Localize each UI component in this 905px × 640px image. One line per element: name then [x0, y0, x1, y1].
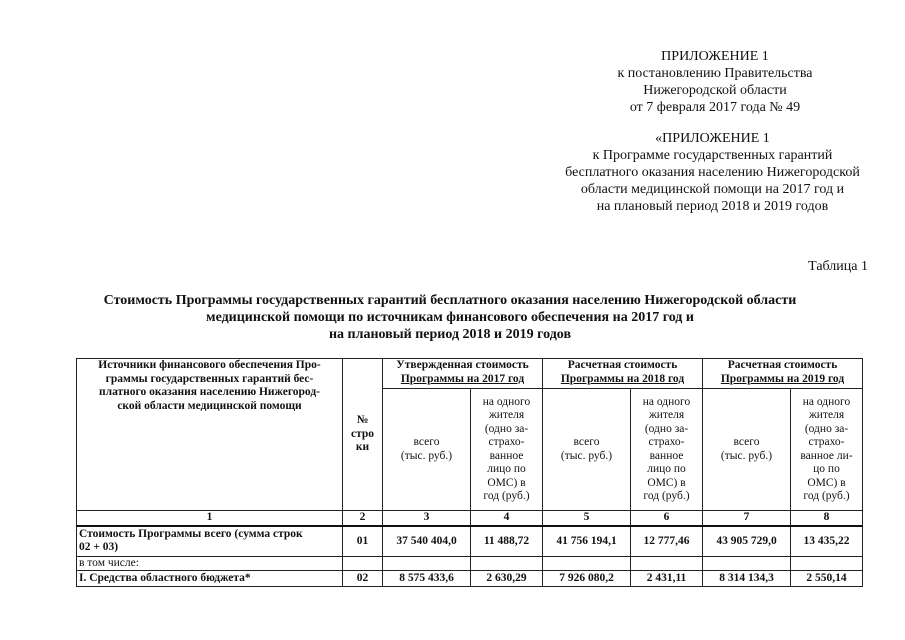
subheader-line: страхо- — [648, 436, 685, 448]
group-header-2017 — [383, 359, 543, 389]
subheader-line: (тыс. руб.) — [400, 449, 453, 462]
title-line: Стоимость Программы государственных гарантий бесплатного оказания населению Нижегородской области — [103, 293, 797, 308]
subheader-line: жителя — [648, 409, 685, 421]
column-number: 8 — [791, 511, 863, 527]
cell-2019-per-capita: 2 550,14 — [791, 571, 863, 587]
header-line: Программы на 2018 год — [560, 372, 685, 385]
header-line: Программы на 2017 год — [400, 372, 525, 385]
header-line: Расчетная стоимость — [727, 359, 838, 371]
subheader-line: страхо- — [808, 436, 845, 448]
cell-2018-per-capita: 12 777,46 — [631, 526, 703, 556]
subheader-line: на одного — [802, 395, 851, 408]
cell-2017-total: 37 540 404,0 — [383, 526, 471, 556]
column-number: 3 — [383, 511, 471, 527]
subheader-total-2018 — [543, 389, 631, 511]
column-number: 2 — [343, 511, 383, 527]
column-number: 7 — [703, 511, 791, 527]
subheader-line: ОМС) в — [647, 476, 686, 489]
table-row-regional-budget — [77, 571, 863, 587]
subheader-line: год (руб.) — [643, 490, 690, 502]
cell-2017-total: 8 575 433,6 — [383, 571, 471, 587]
subheader-line: цо по — [813, 463, 840, 475]
cell-2019-total: 8 314 134,3 — [703, 571, 791, 587]
subheader-line: на одного — [482, 395, 531, 408]
subheader-line: ванное — [489, 449, 524, 462]
column-number: 4 — [471, 511, 543, 527]
cell-2018-total: 7 926 080,2 — [543, 571, 631, 587]
subheader-total-2019 — [703, 389, 791, 511]
program-appendix-header — [540, 130, 885, 215]
column-number: 5 — [543, 511, 631, 527]
row-number-header — [343, 359, 383, 511]
subheader-line: лицо по — [647, 463, 686, 475]
header-line: № — [356, 414, 369, 427]
empty-cell — [543, 556, 631, 571]
cell-2018-per-capita: 2 431,11 — [631, 571, 703, 587]
column-number-row — [77, 511, 863, 527]
cost-table — [76, 358, 863, 587]
cell-2017-per-capita: 2 630,29 — [471, 571, 543, 587]
subheader-line: (одно за- — [804, 422, 849, 435]
subheader-line: всего — [733, 436, 760, 448]
empty-cell — [471, 556, 543, 571]
subheader-line: ОМС) в — [487, 476, 526, 489]
cell-2019-per-capita: 13 435,22 — [791, 526, 863, 556]
group-header-2019 — [703, 359, 863, 389]
program-appendix-line: на плановый период 2018 и 2019 годов — [596, 199, 829, 214]
subheader-line: жителя — [488, 409, 525, 421]
subheader-per-capita-2019 — [791, 389, 863, 511]
group-header-2018 — [543, 359, 703, 389]
program-appendix-line: области медицинской помощи на 2017 год и — [580, 182, 845, 197]
empty-cell — [343, 556, 383, 571]
header-line: граммы государственных гарантий бес- — [105, 372, 314, 385]
subheader-line: ванное ли- — [800, 449, 853, 462]
row-number: 02 — [343, 571, 383, 587]
subheader-per-capita-2018 — [631, 389, 703, 511]
appendix-line: от 7 февраля 2017 года № 49 — [629, 100, 801, 115]
subheader-per-capita-2017 — [471, 389, 543, 511]
subheader-line: страхо- — [488, 436, 525, 448]
row-name-total — [77, 526, 343, 556]
empty-cell — [631, 556, 703, 571]
document-title — [60, 292, 840, 343]
header-line: платного оказания населению Нижегород- — [99, 386, 320, 398]
row-name-line: 02 + 03) — [79, 541, 119, 554]
subheader-line: (тыс. руб.) — [720, 449, 773, 462]
subheader-line: (одно за- — [644, 422, 689, 435]
header-line: ской области медицинской помощи — [117, 399, 302, 412]
header-line: Утвержденная стоимость — [396, 359, 529, 371]
empty-cell — [791, 556, 863, 571]
column-number: 6 — [631, 511, 703, 527]
appendix-line: ПРИЛОЖЕНИЕ 1 — [661, 49, 769, 64]
header-line: Программы на 2019 год — [720, 372, 845, 385]
subheader-line: (одно за- — [484, 422, 529, 435]
subheader-line: на одного — [642, 395, 691, 408]
appendix-line: Нижегородской области — [643, 83, 787, 98]
subheader-line: всего — [573, 436, 600, 448]
title-line: медицинской помощи по источникам финансового обеспечения на 2017 год и — [206, 310, 694, 325]
table-label: Таблица 1 — [808, 259, 868, 274]
appendix-header — [560, 48, 870, 116]
program-appendix-line: бесплатного оказания населению Нижегородской — [565, 165, 860, 180]
row-name-regional-budget: I. Средства областного бюджета* — [77, 571, 343, 587]
program-appendix-line: «ПРИЛОЖЕНИЕ 1 — [655, 131, 770, 146]
subheader-total-2017 — [383, 389, 471, 511]
cell-2019-total: 43 905 729,0 — [703, 526, 791, 556]
header-line: ки — [355, 441, 370, 454]
header-line: стро — [350, 427, 375, 440]
including-label: в том числе: — [77, 556, 343, 571]
subheader-line: лицо по — [487, 463, 526, 475]
subheader-line: год (руб.) — [803, 490, 850, 502]
cell-2017-per-capita: 11 488,72 — [471, 526, 543, 556]
empty-cell — [703, 556, 791, 571]
table-row-total — [77, 526, 863, 556]
empty-cell — [383, 556, 471, 571]
column-number: 1 — [77, 511, 343, 527]
cell-2018-total: 41 756 194,1 — [543, 526, 631, 556]
header-line: Расчетная стоимость — [567, 359, 678, 371]
appendix-line: к постановлению Правительства — [617, 66, 813, 81]
source-column-header — [77, 359, 343, 511]
row-number: 01 — [343, 526, 383, 556]
title-line: на плановый период 2018 и 2019 годов — [328, 327, 572, 342]
subheader-line: всего — [413, 436, 440, 448]
program-appendix-line: к Программе государственных гарантий — [592, 148, 833, 163]
subheader-line: жителя — [808, 409, 845, 421]
header-line: Источники финансового обеспечения Про- — [98, 359, 321, 371]
subheader-line: (тыс. руб.) — [560, 449, 613, 462]
row-name-line: Стоимость Программы всего (сумма строк — [79, 527, 303, 540]
subheader-line: ОМС) в — [807, 476, 846, 489]
subheader-line: ванное — [649, 449, 684, 462]
subheader-line: год (руб.) — [483, 490, 530, 502]
table-row-including — [77, 556, 863, 571]
